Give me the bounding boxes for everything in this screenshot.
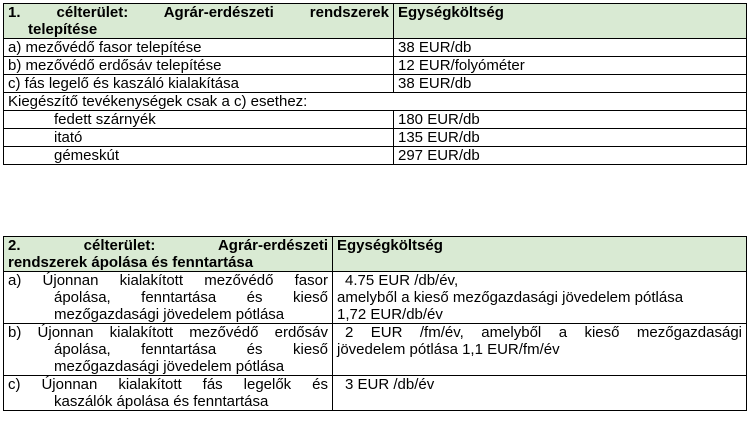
table2-header-cost: Egységköltség: [333, 237, 747, 272]
cost-table-1: [3, 3, 747, 165]
table1-header-cost: Egységköltség: [394, 4, 747, 39]
table2-header-row: [4, 237, 747, 272]
table-row: [4, 111, 747, 129]
table1-row-a-cost: 38 EUR/db: [394, 39, 747, 57]
table2-row-a-label-line3: mezőgazdasági jövedelem pótlása: [54, 306, 285, 323]
table2-header-activity: [4, 237, 333, 272]
table-row: [4, 147, 747, 165]
table2-row-b-label-line2: ápolása, fenntartása és kieső: [54, 341, 328, 358]
table2-row-b-cost-line2: jövedelem pótlása 1,1 EUR/fm/év: [337, 341, 560, 358]
table2-row-a-cost-line3: 1,72 EUR/db/év: [337, 306, 443, 323]
table1-row-b-label: b) mezővédő erdősáv telepítése: [4, 57, 394, 75]
table1-row-a-label: a) mezővédő fasor telepítése: [4, 39, 394, 57]
table1-header-line2: telepítése: [28, 21, 98, 38]
table-row: [4, 93, 747, 111]
table2-row-c-cost: [333, 376, 747, 411]
table2-row-b-cost: [333, 324, 747, 376]
table-row: [4, 324, 747, 376]
table1-extra-1-label: fedett szárnyék: [4, 111, 394, 129]
table2-row-c-cost-line1: 3 EUR /db/év: [345, 376, 435, 393]
table1-extra-3-label: gémeskút: [4, 147, 394, 165]
table1-extra-2-cost: 135 EUR/db: [394, 129, 747, 147]
table2-row-a-cost: [333, 272, 747, 324]
table2-row-c-label: [4, 376, 333, 411]
table1-extra-heading: Kiegészítő tevékenységek csak a c) esethez:: [4, 93, 747, 111]
table-row: [4, 75, 747, 93]
table-row: [4, 272, 747, 324]
table2-header-line1: 2. célterület: Agrár-erdészeti: [8, 237, 328, 254]
table2-row-c-label-line1: c) Újonnan kialakított fás legelők és: [8, 376, 328, 393]
table-row: [4, 39, 747, 57]
table1-extra-1-cost: 180 EUR/db: [394, 111, 747, 129]
table2-row-b-cost-line1: 2 EUR /fm/év, amelyből a kieső mezőgazdasági: [345, 324, 742, 341]
cost-table-2: [3, 236, 747, 411]
table1-row-c-label: c) fás legelő és kaszáló kialakítása: [4, 75, 394, 93]
table2-row-b-label-line3: mezőgazdasági jövedelem pótlása: [54, 358, 285, 375]
table-row: [4, 57, 747, 75]
table2-header-line2: rendszerek ápolása és fenntartása: [8, 254, 254, 271]
table1-header-line1: 1. célterület: Agrár-erdészeti rendszerek: [8, 4, 389, 21]
table1-row-c-cost: 38 EUR/db: [394, 75, 747, 93]
table-row: [4, 376, 747, 411]
table2-row-b-label-line1: b) Újonnan kialakított mezővédő erdősáv: [8, 324, 328, 341]
table1-row-b-cost: 12 EUR/folyóméter: [394, 57, 747, 75]
table2-row-a-cost-line1: 4.75 EUR /db/év,: [345, 272, 459, 289]
table2-row-a-label-line2: ápolása, fenntartása és kieső: [54, 289, 328, 306]
table1-header-row: [4, 4, 747, 39]
table1-extra-3-cost: 297 EUR/db: [394, 147, 747, 165]
table2-row-c-label-line2: kaszálók ápolása és fenntartása: [54, 393, 269, 410]
table2-row-b-label: [4, 324, 333, 376]
table1-header-activity: [4, 4, 394, 39]
table2-row-a-label: [4, 272, 333, 324]
table2-row-a-label-line1: a) Újonnan kialakított mezővédő fasor: [8, 272, 328, 289]
table1-extra-2-label: itató: [4, 129, 394, 147]
table2-row-a-cost-line2: amelyből a kieső mezőgazdasági jövedelem pótlása: [337, 289, 684, 306]
table-row: [4, 129, 747, 147]
